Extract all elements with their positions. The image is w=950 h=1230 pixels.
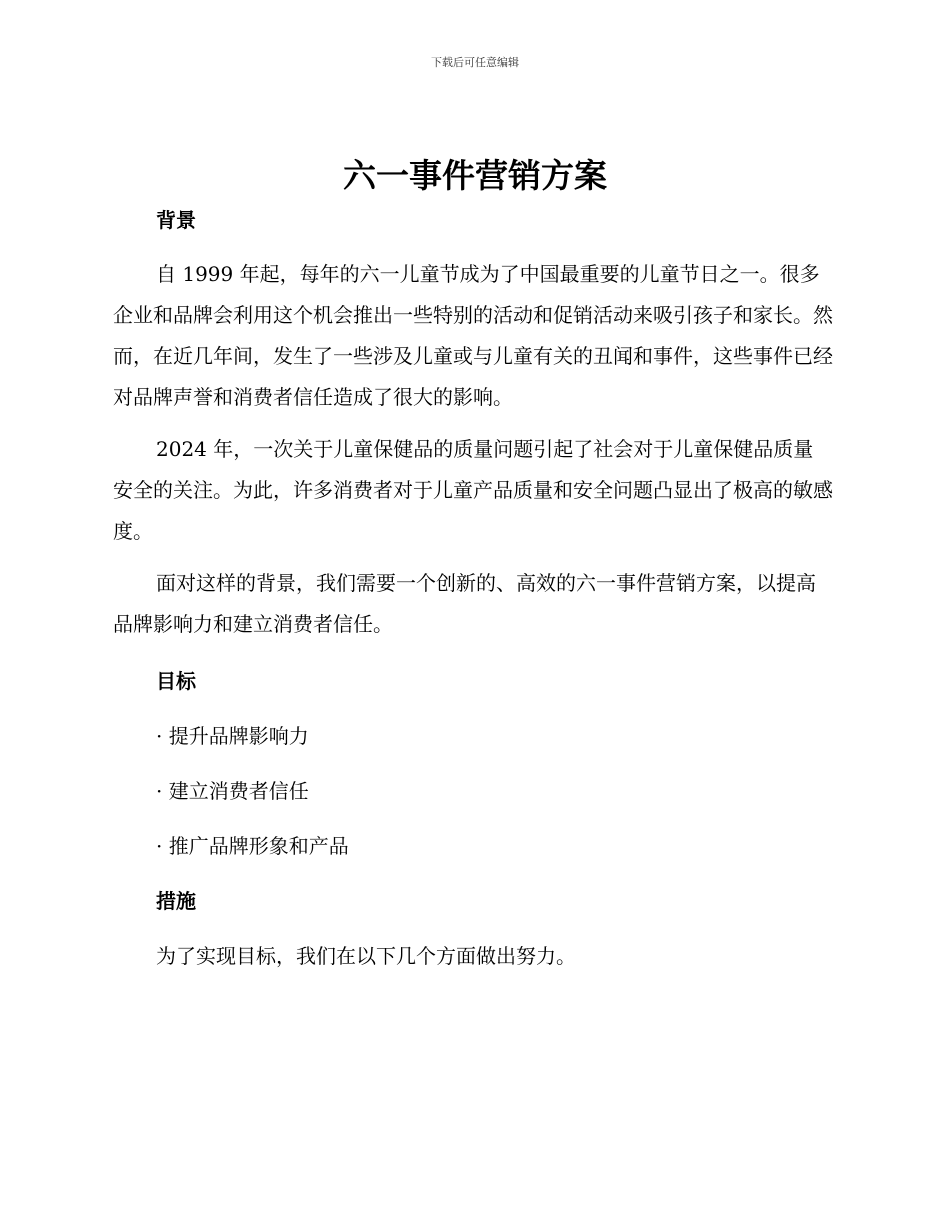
measures-intro: 为了实现目标，我们在以下几个方面做出努力。 [156,944,576,968]
document-title: 六一事件营销方案 [343,156,607,195]
goal-item: · 推广品牌形象和产品 [156,834,349,858]
goal-item: · 提升品牌影响力 [156,724,309,748]
section-heading-background: 背景 [156,208,196,232]
header-note: 下载后可任意编辑 [431,56,519,69]
background-paragraph-3: 面对这样的背景，我们需要一个创新的、高效的六一事件营销方案，以提高品牌影响力和建立消费者信任。 [113,571,816,636]
goal-item: · 建立消费者信任 [156,779,309,803]
section-heading-measures: 措施 [156,889,196,913]
document-body [113,200,833,976]
section-heading-goals: 目标 [156,669,196,693]
background-paragraph-1: 自 1999 年起，每年的六一儿童节成为了中国最重要的儿童节日之一。很多企业和品牌会利用这个机会推出一些特别的活动和促销活动来吸引孩子和家长。然而，在近几年间，发生了一些涉及儿童或与儿童有关的丑闻和事件，这些事件已经对品牌声誉和消费者信任造成了很大的影响。 [113,262,833,409]
background-paragraph-2: 2024 年，一次关于儿童保健品的质量问题引起了社会对于儿童保健品质量安全的关注。为此，许多消费者对于儿童产品质量和安全问题凸显出了极高的敏感度。 [113,437,833,543]
